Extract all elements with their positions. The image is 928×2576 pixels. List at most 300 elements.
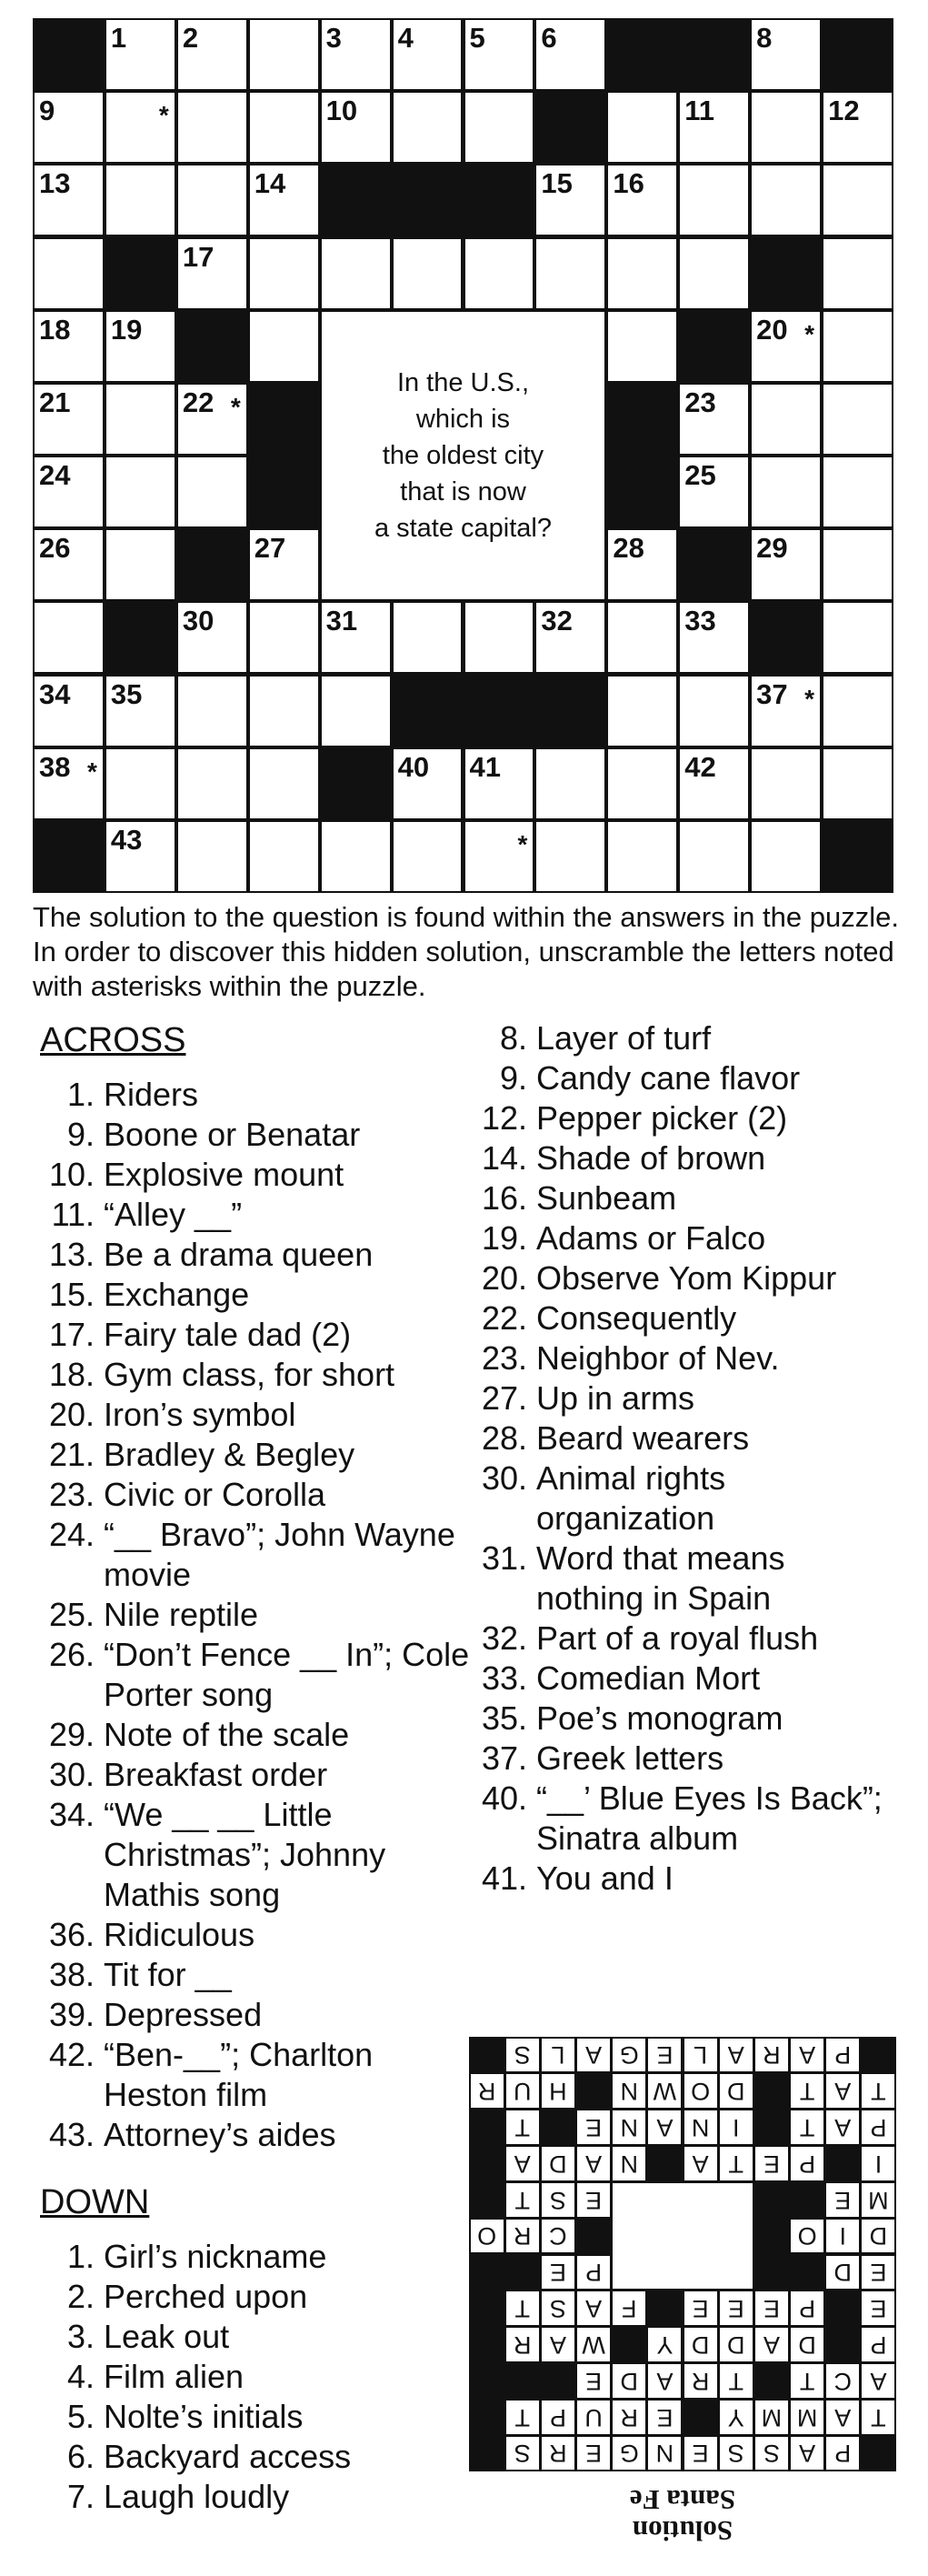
clue-text: Nolte’s initials <box>104 2398 304 2435</box>
solution-cell: N <box>648 2437 681 2471</box>
grid-cell[interactable] <box>823 312 892 381</box>
clue-text: Boone or Benatar <box>104 1116 361 1153</box>
clue-number: 38 <box>39 750 71 783</box>
grid-cell[interactable] <box>752 20 820 89</box>
solution-cell: Y <box>648 2328 681 2361</box>
grid-cell[interactable] <box>823 457 892 526</box>
solution-cell: E <box>648 2039 681 2072</box>
clue-number-label: 5. <box>66 2398 95 2435</box>
clue-number: 8 <box>756 22 773 54</box>
grid-cell[interactable] <box>680 457 748 526</box>
solution-cell: Y <box>720 2401 753 2434</box>
clue-number: 24 <box>39 459 71 491</box>
clue-number-label: 1. <box>66 1076 95 1113</box>
down-clue <box>40 2437 485 2477</box>
solution-cell: E <box>755 2291 788 2325</box>
solution-cell: E <box>720 2291 753 2325</box>
grid-cell[interactable] <box>106 20 175 89</box>
solution-cell: P <box>862 2110 894 2144</box>
grid-cell[interactable] <box>250 20 318 89</box>
grid-cell[interactable] <box>106 530 175 599</box>
clue-number: 35 <box>110 677 143 710</box>
grid-cell[interactable] <box>823 603 892 672</box>
down-clue <box>473 1859 900 1899</box>
solution-cell: D <box>826 2256 859 2290</box>
grid-cell[interactable] <box>178 749 246 818</box>
solution-cell: A <box>648 2364 681 2398</box>
clue-number: 42 <box>684 750 716 783</box>
clue-number-label: 31. <box>481 1539 527 1577</box>
solution-cell: E <box>684 2437 717 2471</box>
grid-cell[interactable] <box>394 603 462 672</box>
clue-number-label: 9. <box>66 1116 95 1153</box>
solution-cell: S <box>542 2183 574 2217</box>
grid-cell[interactable] <box>465 749 534 818</box>
clue-number: 32 <box>541 605 573 637</box>
solution-cell: T <box>791 2364 823 2398</box>
solution-cell: U <box>506 2074 539 2108</box>
grid-cell[interactable] <box>608 603 676 672</box>
solution-cell: N <box>613 2110 645 2144</box>
grid-cell[interactable] <box>394 93 462 162</box>
clue-text: “Don’t Fence __ In”; Cole Porter song <box>104 1636 470 1713</box>
asterisk-marker: * <box>158 101 169 130</box>
clue-text: Greek letters <box>536 1739 724 1777</box>
solution-cell: T <box>862 2074 894 2108</box>
grid-cell[interactable] <box>250 165 318 235</box>
solution-cell: G <box>613 2437 645 2471</box>
grid-cell[interactable] <box>680 239 748 308</box>
clue-number-label: 3. <box>66 2318 95 2355</box>
grid-cell[interactable] <box>536 822 604 891</box>
clue-number-label: 24. <box>48 1516 95 1553</box>
grid-cell[interactable] <box>322 239 390 308</box>
grid-cell[interactable] <box>465 603 534 672</box>
grid-cell[interactable] <box>178 677 246 746</box>
grid-cell[interactable] <box>35 385 103 454</box>
solution-answer: Santa Fe <box>629 2484 736 2516</box>
grid-cell[interactable] <box>536 239 604 308</box>
clue-text: Perched upon <box>104 2278 308 2315</box>
solution-cell: E <box>862 2256 894 2290</box>
puzzle-question: In the U.S., which is the oldest city that is now a state capital? <box>322 312 605 600</box>
grid-cell[interactable] <box>823 677 892 746</box>
clue-number: 25 <box>684 459 716 491</box>
grid-cell[interactable] <box>680 385 748 454</box>
solution-cell: C <box>826 2364 859 2398</box>
clue-number-label: 33. <box>481 1659 527 1697</box>
grid-cell[interactable] <box>250 749 318 818</box>
across-clue <box>40 1635 485 1715</box>
grid-cell[interactable] <box>608 749 676 818</box>
clue-number: 1 <box>110 22 127 54</box>
grid-cell[interactable] <box>35 239 103 308</box>
clue-number-label: 17. <box>48 1316 95 1353</box>
grid-cell[interactable] <box>178 165 246 235</box>
grid-cell[interactable] <box>465 239 534 308</box>
solution-cell: R <box>613 2401 645 2434</box>
clue-text: “__ Bravo”; John Wayne movie <box>104 1516 455 1593</box>
clue-number: 27 <box>254 532 286 565</box>
down-clue <box>40 2357 485 2397</box>
grid-cell[interactable] <box>536 165 604 235</box>
clue-number-label: 37. <box>481 1739 527 1777</box>
grid-cell[interactable] <box>35 93 103 162</box>
down-heading: DOWN <box>40 2183 150 2221</box>
down-clue <box>473 1539 900 1619</box>
solution-cell: E <box>577 2110 610 2144</box>
grid-cell[interactable] <box>35 165 103 235</box>
grid-cell[interactable] <box>823 530 892 599</box>
across-clue <box>40 1715 485 1755</box>
down-clue <box>473 1098 900 1138</box>
grid-cell[interactable] <box>680 603 748 672</box>
solution-cell: A <box>684 2147 717 2180</box>
clue-number: 28 <box>613 532 644 565</box>
grid-cell[interactable] <box>608 530 676 599</box>
clue-number-label: 20. <box>481 1259 527 1297</box>
grid-cell[interactable] <box>536 603 604 672</box>
clue-number: 2 <box>182 22 199 54</box>
clue-number: 4 <box>397 22 414 54</box>
clue-number: 30 <box>182 605 215 637</box>
grid-cell[interactable] <box>178 20 246 89</box>
clue-number: 11 <box>684 95 715 127</box>
solution-cell: E <box>826 2183 859 2217</box>
down-clue <box>473 1458 900 1539</box>
clue-text: Up in arms <box>536 1379 695 1417</box>
grid-cell[interactable] <box>178 93 246 162</box>
grid-cell[interactable] <box>250 822 318 891</box>
asterisk-marker: * <box>87 757 97 786</box>
solution-cell: A <box>542 2328 574 2361</box>
grid-cell[interactable] <box>536 20 604 89</box>
clue-text: Exchange <box>104 1276 250 1313</box>
clue-number-label: 29. <box>48 1716 95 1753</box>
grid-cell[interactable] <box>35 749 103 818</box>
solution-cell: L <box>542 2039 574 2072</box>
solution-cell: O <box>684 2074 717 2108</box>
down-clue <box>473 1418 900 1458</box>
solution-center-box <box>613 2183 753 2290</box>
grid-cell[interactable] <box>178 457 246 526</box>
clue-number: 33 <box>684 605 716 637</box>
asterisk-marker: * <box>517 829 528 858</box>
down-clue <box>473 1699 900 1739</box>
solution-cell: A <box>791 2039 823 2072</box>
solution-cell: N <box>613 2147 645 2180</box>
grid-cell[interactable] <box>322 822 390 891</box>
clue-text: “We __ __ Little Christmas”; Johnny Mathis song <box>104 1796 386 1913</box>
grid-cell[interactable] <box>322 93 390 162</box>
clue-number: 20 <box>756 313 788 346</box>
down-clue <box>473 1338 900 1378</box>
clue-number: 22 <box>182 386 215 418</box>
down-clue <box>473 1138 900 1178</box>
grid-cell[interactable] <box>250 677 318 746</box>
grid-cell[interactable] <box>322 20 390 89</box>
clue-number-label: 32. <box>481 1619 527 1657</box>
clue-text: Fairy tale dad (2) <box>104 1316 352 1353</box>
clue-text: Civic or Corolla <box>104 1476 326 1513</box>
clue-number-label: 36. <box>48 1916 95 1953</box>
solution-cell: P <box>826 2437 859 2471</box>
grid-cell[interactable] <box>823 93 892 162</box>
clue-number: 41 <box>469 750 501 783</box>
grid-cell[interactable] <box>250 603 318 672</box>
clue-text: Nile reptile <box>104 1596 259 1633</box>
grid-cell[interactable] <box>752 93 820 162</box>
clue-number-label: 25. <box>48 1596 95 1633</box>
grid-cell[interactable] <box>35 603 103 672</box>
grid-cell[interactable] <box>35 677 103 746</box>
grid-cell[interactable] <box>608 93 676 162</box>
clue-text: Riders <box>104 1076 199 1113</box>
grid-cell[interactable] <box>680 822 748 891</box>
grid-cell[interactable] <box>823 749 892 818</box>
grid-cell[interactable] <box>106 457 175 526</box>
clue-text: Breakfast order <box>104 1756 328 1793</box>
grid-cell[interactable] <box>106 749 175 818</box>
solution-cell: R <box>471 2074 504 2108</box>
solution-cell: R <box>506 2328 539 2361</box>
down-clue <box>473 1779 900 1859</box>
solution-cell: O <box>471 2220 504 2253</box>
clue-number-label: 7. <box>66 2478 95 2515</box>
solution-cell: M <box>755 2401 788 2434</box>
across-clue <box>40 1995 485 2035</box>
solution-cell: D <box>791 2328 823 2361</box>
grid-cell[interactable] <box>752 312 820 381</box>
clue-text: “Ben-__”; Charlton Heston film <box>104 2036 374 2113</box>
solution-cell: D <box>720 2074 753 2108</box>
solution-cell: T <box>720 2364 753 2398</box>
across-clue <box>40 1315 485 1355</box>
clue-text: Ridiculous <box>104 1916 255 1953</box>
clue-number-label: 35. <box>481 1699 527 1737</box>
solution-cell: S <box>755 2437 788 2471</box>
grid-cell[interactable] <box>106 677 175 746</box>
grid-cell[interactable] <box>680 93 748 162</box>
solution-cell: A <box>720 2039 753 2072</box>
solution-cell: A <box>577 2147 610 2180</box>
solution-cell: W <box>577 2328 610 2361</box>
grid-cell[interactable] <box>250 312 318 381</box>
grid-cell[interactable] <box>608 239 676 308</box>
clue-number: 18 <box>39 313 71 346</box>
grid-cell[interactable] <box>752 165 820 235</box>
clue-text: Adams or Falco <box>536 1219 766 1257</box>
solution-cell: D <box>720 2328 753 2361</box>
grid-cell[interactable] <box>823 385 892 454</box>
grid-cell[interactable] <box>106 385 175 454</box>
clue-text: Candy cane flavor <box>536 1059 801 1097</box>
clue-text: Attorney’s aides <box>104 2116 336 2153</box>
solution-cell: P <box>577 2256 610 2290</box>
clue-number: 21 <box>39 386 71 418</box>
down-clues <box>40 2180 485 2517</box>
clue-number-label: 13. <box>48 1236 95 1273</box>
across-clue-list <box>40 1075 485 2155</box>
solution-cell: T <box>862 2401 894 2434</box>
solution-cell: R <box>684 2364 717 2398</box>
clue-number: 14 <box>254 167 286 200</box>
grid-cell[interactable] <box>608 677 676 746</box>
solution-cell: P <box>542 2401 574 2434</box>
across-heading: ACROSS <box>40 1021 186 1059</box>
grid-cell[interactable] <box>178 385 246 454</box>
grid-cell[interactable] <box>394 20 462 89</box>
clue-number-label: 27. <box>481 1379 527 1417</box>
clue-text: Be a drama queen <box>104 1236 374 1273</box>
down-clue <box>40 2277 485 2317</box>
solution-cell: E <box>755 2147 788 2180</box>
grid-cell[interactable] <box>608 165 676 235</box>
grid-cell[interactable] <box>752 385 820 454</box>
clue-number-label: 40. <box>481 1779 527 1817</box>
grid-cell[interactable] <box>536 749 604 818</box>
solution-cell: A <box>826 2110 859 2144</box>
solution-cell: S <box>506 2039 539 2072</box>
across-clue <box>40 1795 485 1915</box>
grid-cell[interactable] <box>680 749 748 818</box>
grid-cell[interactable] <box>752 457 820 526</box>
clue-number: 13 <box>39 167 71 200</box>
clue-number-label: 6. <box>66 2438 95 2475</box>
clue-number-label: 19. <box>481 1219 527 1257</box>
clue-number-label: 26. <box>48 1636 95 1673</box>
grid-cell[interactable] <box>178 822 246 891</box>
grid-cell[interactable] <box>178 603 246 672</box>
grid-cell[interactable] <box>106 93 175 162</box>
grid-cell[interactable] <box>752 530 820 599</box>
grid-cell[interactable] <box>465 20 534 89</box>
clue-number-label: 16. <box>481 1179 527 1217</box>
clue-text: Beard wearers <box>536 1419 750 1457</box>
grid-cell[interactable] <box>250 93 318 162</box>
across-clue <box>40 1475 485 1515</box>
asterisk-marker: * <box>230 392 241 421</box>
clue-text: You and I <box>536 1859 674 1897</box>
grid-cell[interactable] <box>106 822 175 891</box>
grid-cell[interactable] <box>608 822 676 891</box>
grid-cell[interactable] <box>35 312 103 381</box>
clue-text: Neighbor of Nev. <box>536 1339 780 1377</box>
grid-cell[interactable] <box>106 165 175 235</box>
grid-cell[interactable] <box>752 749 820 818</box>
solution-cell: D <box>684 2328 717 2361</box>
solution-cell: P <box>791 2291 823 2325</box>
solution-cell: T <box>506 2291 539 2325</box>
grid-cell[interactable] <box>608 312 676 381</box>
grid-cell[interactable] <box>322 677 390 746</box>
down-clue <box>473 1378 900 1418</box>
across-clue <box>40 1515 485 1595</box>
grid-cell[interactable] <box>752 677 820 746</box>
solution-cell: E <box>862 2291 894 2325</box>
solution-cell: L <box>684 2039 717 2072</box>
clue-text: Layer of turf <box>536 1019 712 1057</box>
grid-cell[interactable] <box>250 530 318 599</box>
clue-text: Poe’s monogram <box>536 1699 783 1737</box>
clue-number-label: 38. <box>48 1956 95 1993</box>
clue-number: 9 <box>39 95 55 127</box>
clue-number-label: 15. <box>48 1276 95 1313</box>
down-clue <box>473 1619 900 1659</box>
solution-upside-down <box>469 2037 896 2546</box>
across-clue <box>40 1915 485 1955</box>
clue-number: 6 <box>541 22 557 54</box>
grid-cell[interactable] <box>250 239 318 308</box>
down-clue <box>473 1298 900 1338</box>
down-clue <box>40 2477 485 2517</box>
clue-number: 12 <box>828 95 860 127</box>
down-clue-list-2 <box>473 1018 900 1899</box>
asterisk-marker: * <box>804 319 815 348</box>
grid-cell[interactable] <box>35 530 103 599</box>
across-clue <box>40 1075 485 1115</box>
clue-text: Explosive mount <box>104 1156 344 1193</box>
down-clue <box>473 1018 900 1058</box>
grid-cell[interactable] <box>752 822 820 891</box>
clue-number-label: 12. <box>481 1099 527 1137</box>
clue-number: 37 <box>756 677 788 710</box>
clue-number: 19 <box>110 313 143 346</box>
grid-cell[interactable] <box>394 749 462 818</box>
solution-cell: I <box>826 2220 859 2253</box>
grid-cell[interactable] <box>178 239 246 308</box>
across-clue <box>40 1435 485 1475</box>
grid-cell[interactable] <box>465 822 534 891</box>
across-clue <box>40 1955 485 1995</box>
grid-cell[interactable] <box>823 239 892 308</box>
solution-cell: A <box>826 2074 859 2108</box>
across-clue <box>40 1395 485 1435</box>
across-clue <box>40 1155 485 1195</box>
clue-number-label: 39. <box>48 1996 95 2033</box>
grid-cell[interactable] <box>680 165 748 235</box>
clue-text: Shade of brown <box>536 1139 766 1177</box>
grid-cell[interactable] <box>106 312 175 381</box>
solution-cell: T <box>791 2110 823 2144</box>
down-clue <box>40 2397 485 2437</box>
down-clue <box>473 1058 900 1098</box>
clue-text: Comedian Mort <box>536 1659 761 1697</box>
grid-cell[interactable] <box>823 165 892 235</box>
grid-cell[interactable] <box>394 822 462 891</box>
grid-cell[interactable] <box>394 239 462 308</box>
solution-cell: A <box>648 2110 681 2144</box>
clue-text: Backyard access <box>104 2438 352 2475</box>
clue-text: “Alley __” <box>104 1196 243 1233</box>
across-clue <box>40 1235 485 1275</box>
grid-cell[interactable] <box>322 603 390 672</box>
solution-cell: E <box>542 2256 574 2290</box>
puzzle-instructions: The solution to the question is found within the answers in the puzzle. In order to discover this hidden solution, unscramble the letters noted with asterisks within the puzzle. <box>33 901 899 1002</box>
solution-cell: R <box>542 2437 574 2471</box>
solution-cell: A <box>577 2039 610 2072</box>
clue-text: Tit for __ <box>104 1956 232 1993</box>
clue-number: 17 <box>182 240 215 273</box>
grid-cell[interactable] <box>680 677 748 746</box>
clue-text: Consequently <box>536 1299 737 1337</box>
solution-cell: P <box>826 2039 859 2072</box>
grid-cell[interactable] <box>35 457 103 526</box>
clue-number-label: 20. <box>48 1396 95 1433</box>
grid-cell[interactable] <box>465 93 534 162</box>
solution-cell: A <box>755 2328 788 2361</box>
across-clue <box>40 2115 485 2155</box>
